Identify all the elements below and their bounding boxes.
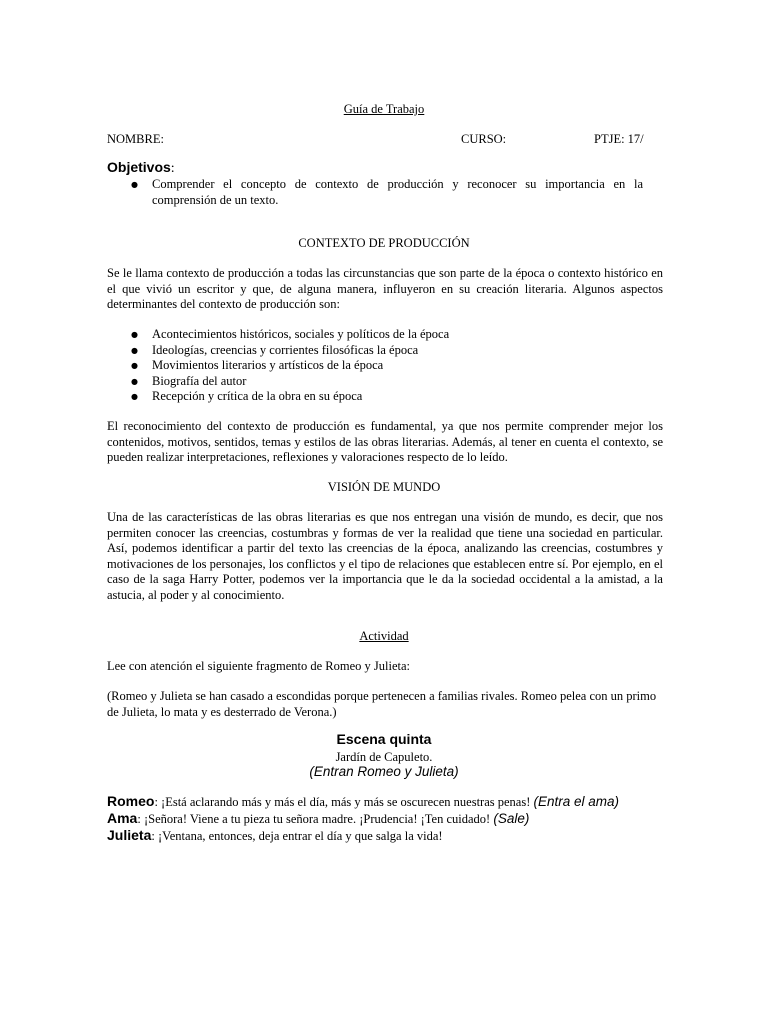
dialogue-line-romeo: [107, 793, 707, 810]
list-item: ● Biografía del autor: [107, 374, 663, 390]
line-text: : ¡Está aclarando más y más el día, más y más se oscurecen nuestras penas!: [154, 795, 534, 809]
line-text: : ¡Señora! Viene a tu pieza tu señora madre. ¡Prudencia! ¡Ten cuidado!: [137, 812, 494, 826]
speaker-romeo: Romeo: [107, 793, 155, 809]
contexto-closing: El reconocimiento del contexto de producción es fundamental, ya que nos permite comprender mejor los contenidos, motivos, sentidos, temas y estilos de las obras literarias. Además, al tener en cuenta el contexto, se pueden realizar interpretaciones, reflexiones y valoraciones respecto de lo leído.: [107, 419, 663, 464]
contexto-aspects-list: [107, 327, 663, 405]
nombre-label: NOMBRE:: [107, 132, 164, 146]
dialogue-line-julieta: [107, 827, 707, 844]
speaker-ama: Ama: [107, 810, 138, 826]
list-item: ● Recepción y crítica de la obra en su época: [107, 389, 663, 405]
line-text: : ¡Ventana, entonces, deja entrar el día y que salga la vida!: [151, 829, 443, 843]
vision-heading: VISIÓN DE MUNDO: [327, 480, 441, 494]
line-stage-direction: (Entra el ama): [533, 794, 620, 809]
list-item: ● Movimientos literarios y artísticos de la época: [107, 358, 663, 374]
actividad-instruction: Lee con atención el siguiente fragmento de Romeo y Julieta:: [107, 659, 411, 673]
actividad-heading: Actividad: [359, 629, 409, 643]
contexto-intro: Se le llama contexto de producción a todas las circunstancias que son parte de la época o contexto histórico en el que vivió un escritor y que, de alguna manera, influyeron en su creación literaria. Algunos aspectos determinantes del contexto de producción son:: [107, 266, 663, 311]
vision-body: Una de las características de las obras literarias es que nos entregan una visión de mundo, es decir, que nos permiten conocer las creencias, costumbras y formas de ver la realidad que tiene una sociedad en particular. Así, podemos identificar a partir del texto las creencias de la época, analizando las creencias, costumbres y motivaciones de los personajes, los conflictos y el tipo de relaciones que establecen entre sí. Por ejemplo, en el caso de la saga Harry Potter, podemos ver la importancia que le da la sociedad occidental a la amistad, a la astucia, al poder y al conocimiento.: [107, 510, 663, 602]
list-item: ● Ideologías, creencias y corrientes filosóficas la época: [107, 343, 663, 359]
contexto-heading: CONTEXTO DE PRODUCCIÓN: [298, 236, 470, 250]
page-title: Guía de Trabajo: [343, 102, 425, 116]
objetivos-list: [107, 177, 643, 208]
ptje-label: PTJE: 17/: [594, 132, 644, 146]
line-stage-direction: (Sale): [493, 811, 530, 826]
dialogue: [107, 793, 707, 844]
objetivos-item: ● Comprender el concepto de contexto de producción y reconocer su importancia en la comprensión de un texto.: [107, 177, 643, 208]
objetivos-heading-text: Objetivos: [107, 159, 171, 175]
curso-label: CURSO:: [461, 132, 507, 146]
escena-place: Jardín de Capuleto.: [335, 750, 433, 764]
dialogue-line-ama: [107, 810, 707, 827]
actividad-context: (Romeo y Julieta se han casado a escondidas porque pertenecen a familias rivales. Romeo pelea con un primo de Julieta, lo mata y es desterrado de Verona.): [107, 689, 657, 719]
escena-title: Escena quinta: [336, 731, 432, 747]
speaker-julieta: Julieta: [107, 827, 152, 843]
objetivos-heading-colon: :: [170, 161, 175, 176]
escena-stage-direction: (Entran Romeo y Julieta): [309, 764, 459, 779]
objetivos-heading: [107, 160, 175, 177]
list-item: ● Acontecimientos históricos, sociales y políticos de la época: [107, 327, 663, 343]
